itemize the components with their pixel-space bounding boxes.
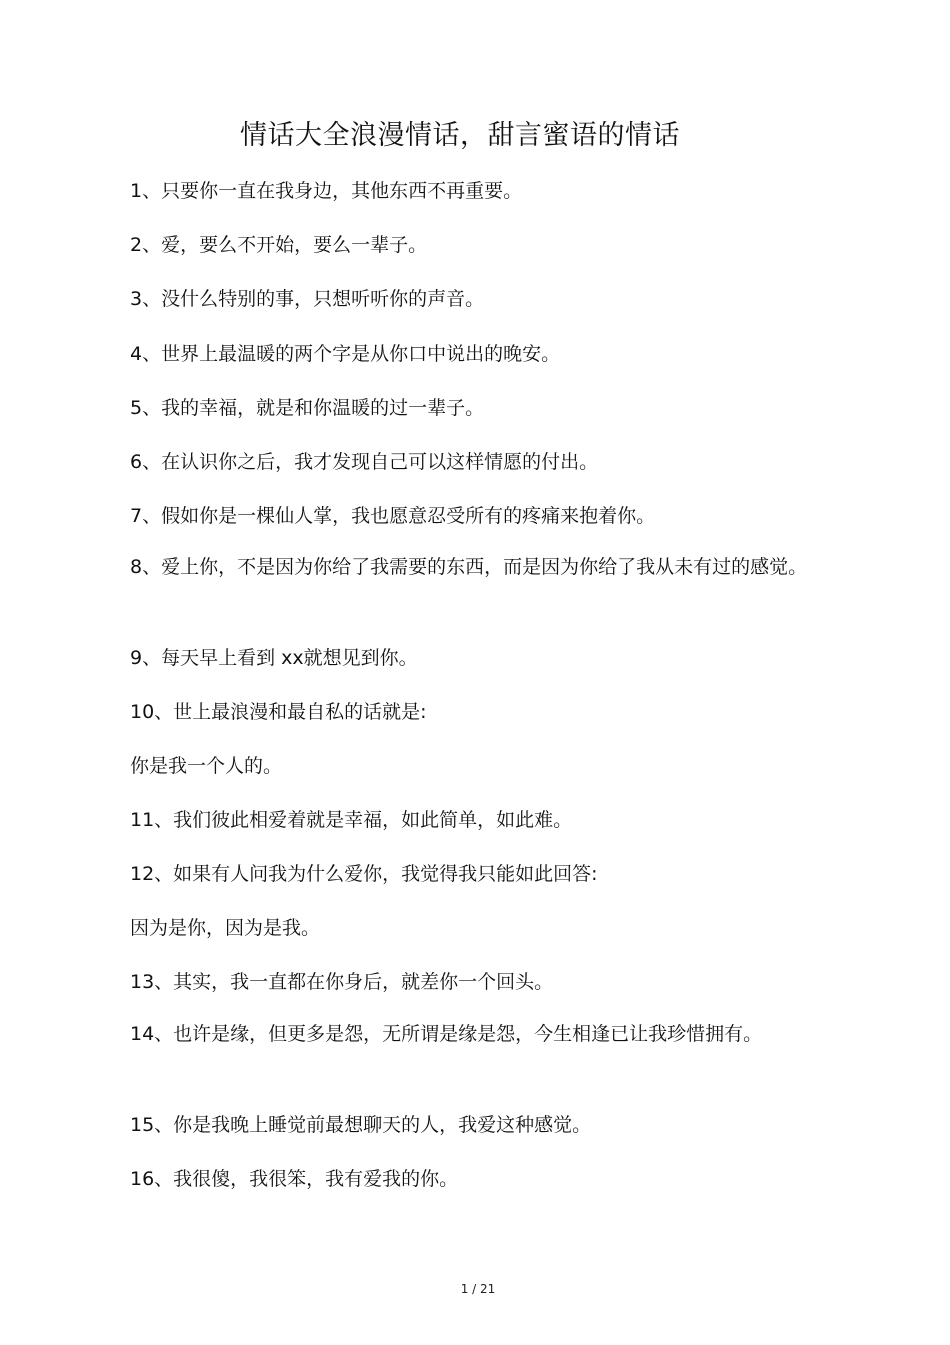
paragraph-10-continued: 你是我一个人的。 xyxy=(130,755,283,777)
paragraph-4: 4、世界上最温暖的两个字是从你口中说出的晚安。 xyxy=(130,343,561,365)
page-number: 1 / 21 xyxy=(460,1282,496,1296)
paragraph-11: 11、我们彼此相爱着就是幸福，如此简单，如此难。 xyxy=(130,809,573,831)
paragraph-7: 7、假如你是一棵仙人掌，我也愿意忍受所有的疼痛来抱着你。 xyxy=(130,505,656,527)
paragraph-10: 10、世上最浪漫和最自私的话就是: xyxy=(130,701,427,723)
paragraph-16: 16、我很傻，我很笨，我有爱我的你。 xyxy=(130,1168,459,1190)
paragraph-2: 2、爱，要么不开始，要么一辈子。 xyxy=(130,234,428,256)
paragraph-8: 8、爱上你，不是因为你给了我需要的东西，而是因为你给了我从未有过的感觉。 xyxy=(130,556,808,578)
paragraph-12: 12、如果有人问我为什么爱你，我觉得我只能如此回答: xyxy=(130,863,598,885)
paragraph-3: 3、没什么特别的事，只想听听你的声音。 xyxy=(130,288,485,310)
paragraph-5: 5、我的幸福，就是和你温暖的过一辈子。 xyxy=(130,397,485,419)
paragraph-1: 1、只要你一直在我身边，其他东西不再重要。 xyxy=(130,180,523,202)
paragraph-9: 9、每天早上看到 xx就想见到你。 xyxy=(130,647,418,669)
paragraph-13: 13、其实，我一直都在你身后，就差你一个回头。 xyxy=(130,971,554,993)
paragraph-12-continued: 因为是你，因为是我。 xyxy=(130,917,321,939)
paragraph-6: 6、在认识你之后，我才发现自己可以这样情愿的付出。 xyxy=(130,451,599,473)
document-title: 情话大全浪漫情话，甜言蜜语的情话 xyxy=(240,120,680,151)
paragraph-15: 15、你是我晚上睡觉前最想聊天的人，我爱这种感觉。 xyxy=(130,1114,592,1136)
paragraph-14: 14、也许是缘，但更多是怨，无所谓是缘是怨，今生相逢已让我珍惜拥有。 xyxy=(130,1023,763,1045)
